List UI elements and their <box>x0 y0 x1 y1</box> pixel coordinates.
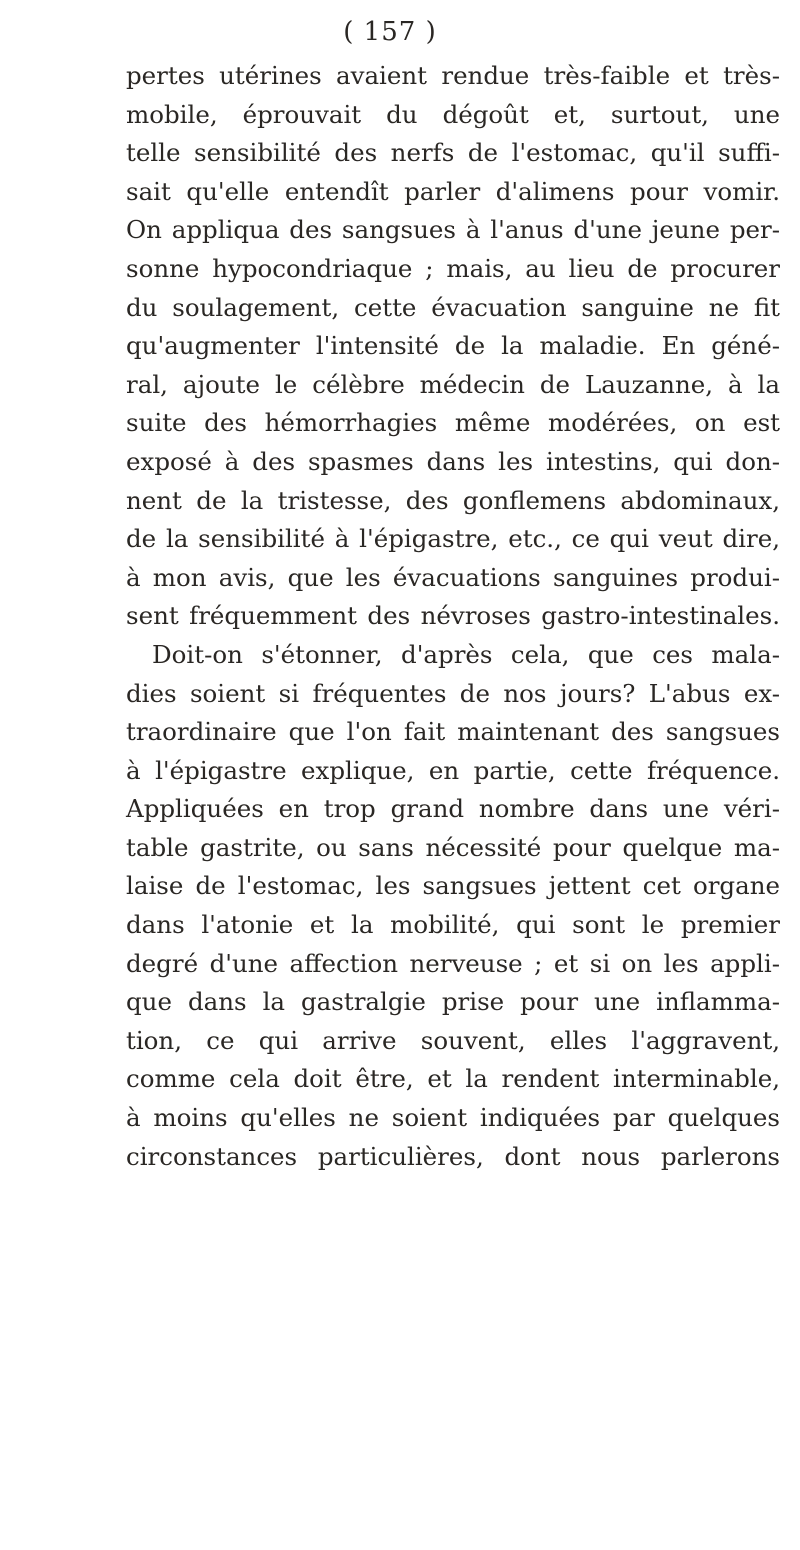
text-line: dies soient si fréquentes de nos jours? L'abus ex- <box>126 678 780 708</box>
page-number: ( 157 ) <box>343 17 437 47</box>
text-line: sait qu'elle entendît parler d'alimens pour vomir. <box>126 176 780 206</box>
text-line: suite des hémorrhagies même modérées, on est <box>126 408 780 438</box>
text-line: exposé à des spasmes dans les intestins, qui don- <box>126 446 780 476</box>
text-line: tion, ce qui arrive souvent, elles l'aggravent, <box>126 1025 780 1055</box>
text-line: à l'épigastre explique, en partie, cette fréquence. <box>126 755 780 785</box>
text-line: degré d'une affection nerveuse ; et si on les appli- <box>126 948 780 978</box>
text-line: comme cela doit être, et la rendent interminable, <box>126 1064 780 1094</box>
text-line: sonne hypocondriaque ; mais, au lieu de procurer <box>126 253 780 283</box>
text-line: que dans la gastralgie prise pour une inflamma- <box>126 987 780 1017</box>
text-line: pertes utérines avaient rendue très-faible et très- <box>126 61 780 90</box>
text-line: mobile, éprouvait du dégoût et, surtout, une <box>126 99 780 129</box>
text-line: laise de l'estomac, les sangsues jettent cet organe <box>126 871 780 901</box>
text-line: dans l'atonie et la mobilité, qui sont le premier <box>126 910 780 940</box>
text-line: Appliquées en trop grand nombre dans une véri- <box>126 794 780 824</box>
text-line: du soulagement, cette évacuation sanguine ne fit <box>126 292 780 322</box>
text-line: qu'augmenter l'intensité de la maladie. En géné- <box>126 331 780 361</box>
text-line: nent de la tristesse, des gonflemens abdominaux, <box>126 485 780 515</box>
text-line: Doit-on s'étonner, d'après cela, que ces mala- <box>152 639 780 669</box>
text-line: table gastrite, ou sans nécessité pour quelque ma- <box>126 832 780 862</box>
text-line: à mon avis, que les évacuations sanguines produi- <box>126 562 780 592</box>
text-line: à moins qu'elles ne soient indiquées par quelques <box>126 1103 780 1133</box>
text-line: traordinaire que l'on fait maintenant des sangsues <box>126 717 780 747</box>
text-line: circonstances particulières, dont nous parlerons <box>126 1141 780 1171</box>
body-text <box>126 57 780 1176</box>
text-line: On appliqua des sangsues à l'anus d'une jeune per- <box>126 215 780 245</box>
text-line: ral, ajoute le célèbre médecin de Lauzanne, à la <box>126 369 780 399</box>
text-line: telle sensibilité des nerfs de l'estomac, qu'il suffi- <box>126 138 780 168</box>
text-line: sent fréquemment des névroses gastro-intestinales. <box>126 601 780 631</box>
text-line: de la sensibilité à l'épigastre, etc., ce qui veut dire, <box>126 524 780 554</box>
